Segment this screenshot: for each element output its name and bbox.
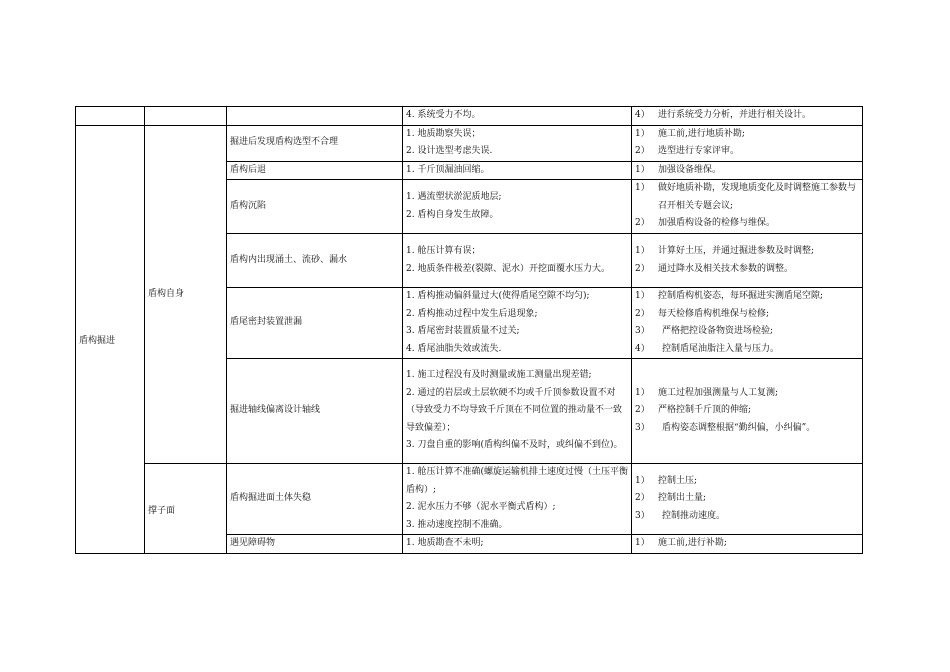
cause-line: 3. 盾尾密封装置质量不过关; <box>406 326 520 336</box>
measure-number: 2） <box>635 405 650 416</box>
risk-event-cell: 盾构沉陷 <box>227 180 403 234</box>
measure-cell <box>632 161 863 180</box>
measure-number: 4） <box>635 110 650 120</box>
measure-line <box>635 535 859 553</box>
measure-number: 2） <box>635 493 650 504</box>
measure-line <box>635 385 859 403</box>
measure-line <box>635 143 859 161</box>
cause-line: 2. 盾构自身发生故障。 <box>406 209 499 220</box>
cause-cell <box>403 125 632 161</box>
measure-text: 每天检修盾构机维保与检修; <box>658 308 770 319</box>
risk-event-cell: 盾构内出现涌土、流砂、漏水 <box>227 234 403 288</box>
table-cell <box>145 107 227 126</box>
measure-number: 1） <box>635 246 650 256</box>
cause-line: 4. 盾尾油脂失效或流失. <box>406 343 502 354</box>
measure-text: 控制土压; <box>658 475 698 486</box>
measure-cell <box>632 359 863 464</box>
measure-text: 控制盾构机姿态，每环掘进实测盾尾空隙; <box>658 291 824 301</box>
table-cell <box>76 107 145 126</box>
measure-line <box>635 215 859 233</box>
cause-cell <box>403 161 632 180</box>
measure-line <box>635 490 859 508</box>
measure-line <box>635 473 859 491</box>
measure-text: 严格把控设备物资进场检验; <box>662 326 774 336</box>
measure-line <box>635 402 859 420</box>
cause-line: 1. 施工过程没有及时测量或施工测量出现差错; <box>406 370 592 381</box>
cause-cell <box>403 107 632 126</box>
cause-cell <box>403 535 632 554</box>
table-cell <box>227 107 403 126</box>
measure-cell <box>632 107 863 126</box>
measure-number: 3） <box>635 422 650 433</box>
measure-line <box>635 261 859 279</box>
cause-line: 1. 千斤顶漏油回缩。 <box>406 164 490 175</box>
measure-text: 施工前,进行地质补勘; <box>658 128 745 139</box>
measure-number: 1） <box>635 183 650 194</box>
table-row <box>76 107 863 126</box>
cause-cell <box>403 359 632 464</box>
measure-line <box>635 107 859 125</box>
measure-line <box>635 508 859 526</box>
measure-text: 做好地质补勘，发现地质变化及时调整施工参数与召开相关专题会议; <box>658 183 857 211</box>
risk-event-cell: 盾构掘进面土体失稳 <box>227 464 403 535</box>
measure-cell <box>632 234 863 288</box>
table-row <box>76 125 863 161</box>
cause-line: 1. 舱压计算不准确(螺旋运输机排土速度过慢（土压平衡盾构）; <box>406 467 628 495</box>
measure-cell <box>632 288 863 359</box>
risk-event-cell: 掘进轴线偏离设计轴线 <box>227 359 403 464</box>
measure-text: 加强盾构设备的检修与维保。 <box>658 218 776 229</box>
risk-table <box>75 106 863 554</box>
measure-number: 4） <box>635 343 650 354</box>
measure-number: 1） <box>635 128 650 139</box>
measure-number: 1） <box>635 538 650 548</box>
cause-line: 2. 盾构推动过程中发生后退现象; <box>406 308 538 319</box>
measure-number: 3） <box>635 510 650 521</box>
measure-cell <box>632 464 863 535</box>
measure-cell <box>632 125 863 161</box>
measure-number: 1） <box>635 475 650 486</box>
measure-line <box>635 180 859 215</box>
category-cell: 盾构掘进 <box>76 125 145 553</box>
measure-number: 3） <box>635 326 650 336</box>
cause-line: 2. 泥水压力不够（泥水平衡式盾构）; <box>406 502 556 512</box>
cause-cell <box>403 288 632 359</box>
risk-event-cell: 掘进后发现盾构选型不合理 <box>227 125 403 161</box>
measure-text: 施工过程加强测量与人工复测; <box>658 387 779 398</box>
cause-line: 1. 地质勘查不未明; <box>406 538 484 548</box>
cause-line: 3. 刀盘自重的影响(盾构纠偏不及时，或纠偏不到位)。 <box>406 440 623 451</box>
cause-line: 2. 设计选型考虑失误. <box>406 146 493 156</box>
measure-text: 进行系统受力分析，并进行相关设计。 <box>658 110 812 120</box>
measure-number: 2） <box>635 146 650 156</box>
cause-line: 2. 地质条件极差(裂隙、泥水）开挖面覆水压力大。 <box>406 263 610 274</box>
cause-line: 3. 推动速度控制不准确。 <box>406 519 508 530</box>
subcategory-cell: 撑子面 <box>145 464 227 554</box>
measure-text: 计算好土压，并通过掘进参数及时调整; <box>658 246 815 256</box>
cause-line: 1. 盾构推动偏斜量过大(使得盾尾空隙不均匀); <box>406 291 590 301</box>
measure-line <box>635 323 859 341</box>
risk-event-cell: 盾尾密封装置泄漏 <box>227 288 403 359</box>
measure-text: 加强设备维保。 <box>658 164 722 175</box>
measure-text: 盾构姿态调整根据“勤纠偏，小纠偏”。 <box>662 422 816 433</box>
cause-cell <box>403 234 632 288</box>
measure-text: 施工前,进行补勘; <box>658 538 727 548</box>
cause-line: 1. 舱压计算有误； <box>406 246 481 256</box>
measure-line <box>635 341 859 359</box>
risk-event-cell: 盾构后退 <box>227 161 403 180</box>
measure-text: 选型进行专家评审。 <box>658 146 740 156</box>
cause-line: 1. 遇流塑状淤泥质地层; <box>406 192 502 202</box>
cause-line: 1. 地质勘察失误； <box>406 128 481 139</box>
measure-text: 控制盾尾油脂注入量与压力。 <box>662 343 780 354</box>
risk-event-cell: 遇见障碍物 <box>227 535 403 554</box>
cause-line: 2. 通过的岩层或土层软硬不均或千斤顶参数设置不对（导致受力不均导致千斤顶在不同位置的推动量不一致导致偏差）； <box>406 387 623 433</box>
measure-line <box>635 420 859 438</box>
measure-number: 1） <box>635 164 650 175</box>
measure-text: 通过降水及相关技术参数的调整。 <box>658 263 794 274</box>
measure-number: 1） <box>635 387 650 398</box>
measure-text: 控制出土量; <box>658 493 707 504</box>
measure-number: 2） <box>635 308 650 319</box>
cause-cell <box>403 180 632 234</box>
cause-cell <box>403 464 632 535</box>
cause-line: 4. 系统受力不均。 <box>406 110 481 120</box>
measure-text: 控制推动速度。 <box>662 510 726 521</box>
measure-cell <box>632 535 863 554</box>
measure-number: 2） <box>635 263 650 274</box>
subcategory-cell: 盾构自身 <box>145 125 227 464</box>
measure-line <box>635 306 859 324</box>
measure-number: 1） <box>635 291 650 301</box>
measure-line <box>635 288 859 306</box>
measure-line <box>635 126 859 144</box>
measure-line <box>635 162 859 180</box>
measure-cell <box>632 180 863 234</box>
measure-text: 严格控制千斤顶的伸缩; <box>658 405 752 416</box>
measure-line <box>635 243 859 261</box>
measure-number: 2） <box>635 218 650 229</box>
table-row <box>76 464 863 535</box>
